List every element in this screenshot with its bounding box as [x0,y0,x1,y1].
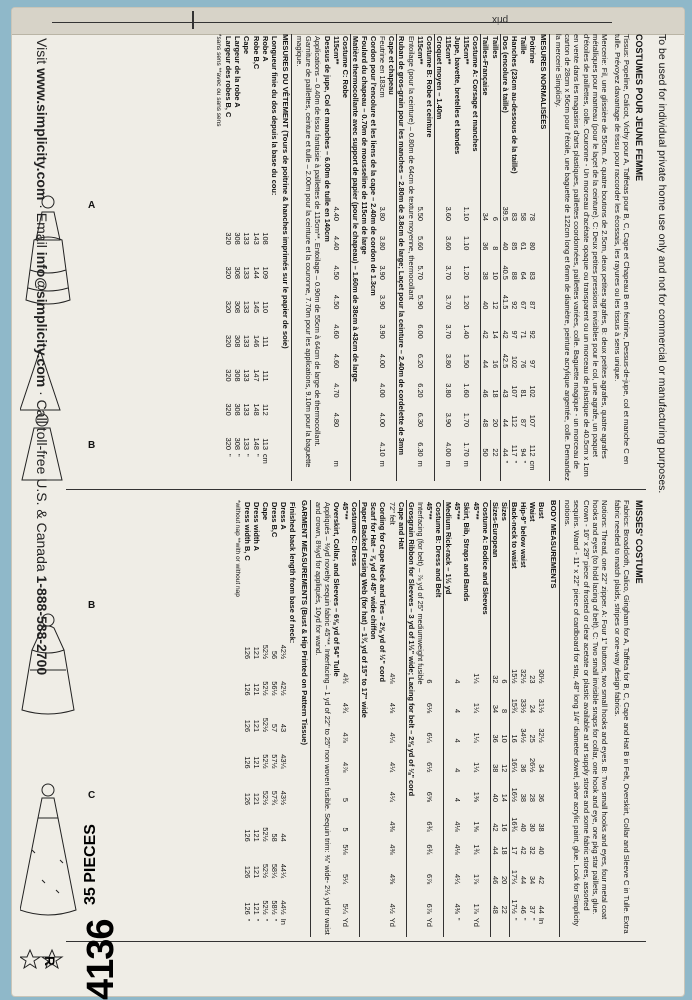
table-row: Skirt, Bib, Straps and Bands 45"** 4 4 4 4 4 4⅛ 4⅛ 4¼ 4⅜ " [453,502,472,921]
table-row: Costume C: Robe 115cm** 4.40 4.40 4.50 4.50 4.60 4.60 4.70 4.80 m [332,34,351,481]
table-row: Medium Rick-rack – 1½ yd [444,502,454,595]
french-footnote: *sans sens **avec ou sans sens [215,34,223,127]
french-garment-title: MESURES DU VÊTEMENT (Tours de poitrine & hanches imprimés sur le papier de soie) [281,34,291,349]
contact-call-prefix: · Call toll-free U.S. & Canada [34,387,50,576]
table-row: Bust 30½ 31½ 32½ 34 36 38 40 42 44 In [537,502,547,925]
website-link[interactable]: www.simplicity.com [34,68,50,201]
english-garment-title: GARMENT MEASUREMENTS (Bust & Hip Printed on Pattern Tissue) [299,500,309,745]
table-row: Paper Backed Fusing Web (for hat) – 1¾ yd of 15" to 17" wide [360,502,370,718]
sketch-view-c [20,784,76,915]
french-column [66,26,646,490]
view-label-b-dress: B [88,600,96,611]
english-column [66,492,646,942]
sketch-view-b-dress [22,614,74,714]
table-row: Dress A 42½ 42½ 43 43¼ 43½ 44 44¼ 44½ In [279,502,289,925]
table-row: Sizes-European 32 34 36 38 40 42 44 46 48 [490,502,500,914]
table-row: Dress B,C 56 56½ 57 57½ 57¾ 58 58¼ 58½ " [270,502,280,922]
table-row: Cape 133 133 133 133 133 133 133 " [242,36,252,457]
table-row: Jupe, bavette, bretelles et bandes 115cm** 3.60 3.60 3.70 3.70 3.70 3.80 3.80 3.90 4.00 m [444,36,463,467]
table-row: Dos (encolure à taille) 39.5 40 40.5 41.5 42 42.5 43 44 44 " [500,36,510,464]
french-heading: COSTUMES POUR JEUNE FEMME [634,34,644,182]
table-row: Costume A: Bodice and Sleeves 45"** 1¼ 1¼ 1¼ 1¼ 1⅜ 1⅝ 1¾ 1⅞ 1⅞ Yd [471,500,490,937]
table-row: Taille 58 61 64 67 71 76 81 87 94 " [518,36,528,464]
table-row: Cape and Hat 72" felt 4⅛ 4⅛ 4¼ 4¼ 4¼ 4⅜ 4⅜ 4⅜ 4½ Yd [387,500,406,937]
table-row: Cape 52½ 52½ 52½ 52½ 52½ 52½ 52½ 52½ " [260,502,270,922]
table-row: Interfacing (for belt) – ⅞ yd of 25" mediumweight fusible [415,502,425,685]
sketch-strip [0,0,120,1000]
table-row: Overskirt, Collar, and Sleeves – 6⅝ yd of 54" Tulle [331,502,341,677]
artwork-strip [66,944,646,986]
table-row: Appliqués – ⅜yd novelty sequin fabric 45"**. Interfacing – 1 yd of 22" to 25" non woven fusible. Sequin trim: ⅜" wide- 2¼ yd for waist and crown, 8⅜yd for appliqués, 10yd for wand. [313,502,332,935]
english-fabrics: Fabrics: Broadcloth, Calico, Gingham for A, Taffeta for B, C, Cape and Hat B in Felt, Overskirt, Collar and Sleeve C in Tulle. Extra fabric needed to match plaids, stripes or one-way design fabrics. [612,500,631,934]
email-link[interactable]: info@simplicity.com [34,251,50,388]
table-row: Waist 23 24 25 26½ 28 30 32 34 37 " [528,502,538,921]
table-row: Costume C: Dress 45"** 4¾ 4¾ 4⅞ 4⅞ 5 5 5⅛ 5¼ 5¼ Yd [341,500,360,937]
usage-banner-text: To be used for individual private home use only and not for commercial or manufacturing purposes. [656,34,668,494]
french-fabrics: Tissus: Popeline, Calicot, Vichy pour A, Taffetas pour B, C, Cape et Chapeau B en feutrine, Dessus-de-jupe, col et manche C en tulle. Prévoyez davantage de tissu pour raccorder les écossais, les rayures ou les tissus à sens unique. [612,34,631,465]
usage-banner [652,26,672,986]
contact-visit-prefix: Visit [34,38,50,69]
view-label-c: C [88,790,96,801]
table-row: Costume A: Corsage et manches 115cm** 1.10 1.10 1.20 1.20 1.40 1.50 1.60 1.70 1.70 m [462,34,481,481]
french-measurements-table [295,34,537,481]
table-row: Sizes 6 8 10 12 14 16 18 20 22 [500,500,510,937]
table-row: Robe B,C 143 144 145 146 147 148 148 " [251,36,261,457]
table-row: Hanches (23cm au-dessous de la taille) 83 85 88 92 97 102 107 112 117 " [509,36,519,464]
table-row: Scarf for Hat – ⅞ yd of 45" wide chiffon [369,502,379,640]
table-row: Cording for Cape Neck and Ties – 2⅝ yd of ½" cord [378,502,388,682]
costume-sketches [20,150,80,970]
contact-email-prefix: · Email [34,200,50,252]
table-row: Dessus de jupe, Col et manches – 6.00m de tulle en 140cm [322,36,332,242]
table-row: Largeur des robes B, C 320 320 320 320 320 320 320 " [224,36,234,457]
french-measurements-title: MESURES NORMALISÉES [539,34,549,130]
table-row: Longueur finie du dos depuis la base du cou: [269,36,279,196]
table-row: Robe A 108 109 110 111 111 112 113 cm [260,36,270,464]
flap-label: prix [492,14,509,25]
table-row: Ruban de gros-grain pour les manches – 2.80m de 3.8cm de large; Laçet pour la ceinture – 2.40m de cordelette de 3mm [397,36,407,455]
table-row: Cordon pour l'encolure et les liens de la cape – 2.40m de cordon de 1.3cm [369,36,379,296]
table-row: Dress width B, C 126 126 126 126 126 126 126 126 " [242,502,252,922]
registered-mark: R [42,955,58,966]
table-row: Hip-9" below waist 32½ 33½ 34½ 36 38 40 42 44 46 " [519,502,529,921]
view-label-a: A [88,200,96,211]
english-heading: MISSES' COSTUME [634,500,644,584]
table-row: Cape et chapeau Feutrine en 183cm 3.80 3.80 3.90 3.90 3.90 4.00 4.00 4.00 4.10 m [378,34,397,481]
table-row: Finished back length from base of neck: [288,502,298,644]
pattern-number: 4136 [80,919,122,1000]
table-row: Back-neck to waist 15½ 15¾ 16 16¼ 16½ 16¾ 17 17¼ 17½ " [509,502,519,921]
table-row: Croquet moyen – 1.40m [434,36,444,120]
sketch-view-b-hat [20,350,62,480]
star-crown-icons [20,950,62,968]
english-garment-table [243,500,298,937]
view-label-b: B [88,440,96,451]
table-row: Largeur de la robe A 308 308 308 308 308 308 308 " [233,36,243,457]
english-body-title: BODY MEASUREMENTS [548,500,558,589]
english-footnote: *without nap **with or without nap [233,500,241,597]
french-notions: Mercerie: Fil, une glissière de 55cm. A: quatre boutons de 2.5cm, deux petites agrafes, B: deux petites agrafes, quatre agrafes métalliques pour manteau (pour le laçet de la ceinture). C: Deux petites pressions invisibles pour le col, une agrafe, un paquet d'étoiles de paillettes, colle. Couronne - Un morceau d'acétate opaque ou transparent ou un morceau de plastique de 40.5cm x 1cm en vente dans les magasins d'arts plastiques, paillettes coordonnées, paillettes variées, colle. Baguette magique - un morceau de carton de 28cm x 56cm pour l'étoile, une baguette de 122cm long et 6mm de diamètre, peinture acrylique argentée, colle. Demandez la mercerie Simplicity. [553,34,610,481]
table-row: Costume B: Dress and Belt 45"** 6 6⅛ 6¼ 6½ 6⅝ 6¾ 6¾ 6⅞ 6⅞ Yd [425,500,444,937]
english-notions: Notions: Thread, one 22" zipper. A: Four 1" buttons, two small hooks and eyes. B: Two small hooks and eyes, four metal coat hooks and eyes (to hold lacing of belt). C: Two small invisible snaps for collar, one hook and eye, one pkg star paillets, glue. Crown - 16" x 29" piece of frosted or clear acetate or plastic available at art supply stores and some fabric stores, assorted sequins. Wand - 11" x 22" piece of cardboard for star, 48" long 1/4" diameter dowel, silver acrylic paint, glue. Look for Simplicity notions. [562,500,610,927]
table-row: Tailles-Française 34 36 38 40 42 44 46 48 50 [481,36,491,457]
table-row: Matière thermocollante avec support de papier (pour le chapeau) – 1.60m de 38cm à 43cm de large [350,36,360,382]
table-row: Costume B: Robe et ceinture 115cm** 5.50 5.60 5.70 5.90 6.00 6.20 6.20 6.30 6.30 m [416,34,435,481]
flap-fold-line [52,22,612,23]
phone-number: 1-888-588-2700 [34,575,50,676]
table-row: Grosgrain Ribbon for Sleeves – 3 yd of 1½" wide; Lacing for belt – 2⅝ yd of ⅛" cord [406,502,416,797]
pattern-pieces: 35 PIECES [82,824,99,905]
english-measurements-table [314,500,547,937]
french-garment-table [224,34,279,481]
table-row: Entoilage (pour la ceinture) – 0.80m de 64cm de texture moyenne, thermocollant [406,36,416,300]
table-row: Dress width A 121 121 121 121 121 121 121 121 " [251,502,261,922]
table-row: Applications – 0.40m de tissu fantaisie à paillettes de 115cm**. Entoilage – 0.90m de 55cm à 64cm de large de thermocollant. Garniture de paillettes, ceinture et tulle – 2.00m pour la ceinture et la couronne, 7.70m pour les applications, 9.10m pour la baguette magique. [295,36,323,468]
table-row: Poitrine 78 80 83 87 92 97 102 107 112 cm [527,36,537,471]
table-row: Foulard du chapeau – 0.70m de mousseline de 115cm de large [360,36,370,255]
table-row: Tailles 6 8 10 12 14 16 18 20 22 [490,34,500,481]
sketch-view-a [26,196,70,304]
